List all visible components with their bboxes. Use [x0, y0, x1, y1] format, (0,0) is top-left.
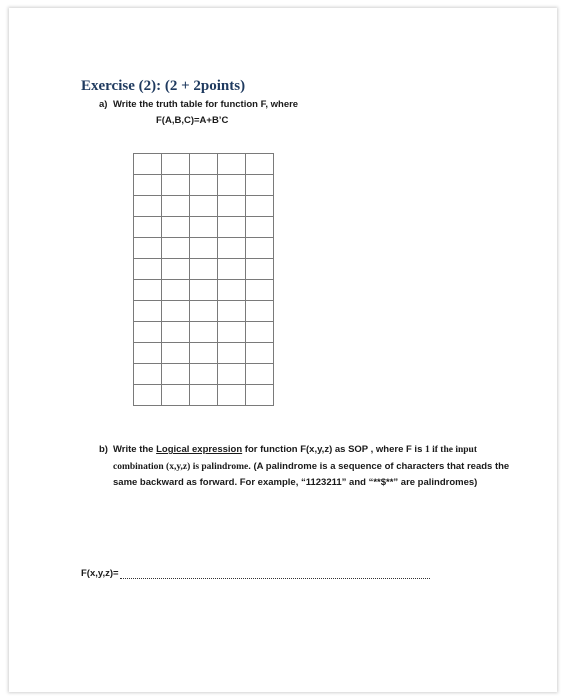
truth-table-cell[interactable] [134, 364, 162, 385]
truth-table-cell[interactable] [134, 385, 162, 406]
truth-table-cell[interactable] [190, 196, 218, 217]
question-a-label: a) [99, 99, 108, 110]
question-a-text: Write the truth table for function F, where [113, 99, 299, 110]
truth-table-cell[interactable] [134, 154, 162, 175]
question-b-seg3: 1 if the input combination (x,y,z) is palindrome [113, 445, 477, 472]
truth-table-cell[interactable] [246, 364, 274, 385]
truth-table-cell[interactable] [190, 217, 218, 238]
truth-table-cell[interactable] [246, 322, 274, 343]
truth-table [133, 153, 274, 406]
truth-table-cell[interactable] [246, 154, 274, 175]
truth-table-cell[interactable] [190, 259, 218, 280]
truth-table-cell[interactable] [134, 280, 162, 301]
truth-table-cell[interactable] [246, 280, 274, 301]
truth-table-cell[interactable] [246, 196, 274, 217]
truth-table-cell[interactable] [162, 301, 190, 322]
truth-table-row [134, 259, 274, 280]
truth-table-row [134, 196, 274, 217]
truth-table-row [134, 385, 274, 406]
truth-table-cell[interactable] [218, 301, 246, 322]
truth-table-cell[interactable] [134, 196, 162, 217]
truth-table-row [134, 343, 274, 364]
truth-table-cell[interactable] [246, 217, 274, 238]
truth-table-cell[interactable] [162, 280, 190, 301]
truth-table-cell[interactable] [218, 322, 246, 343]
question-b-seg4: . (A palindrome is a sequence of characters that reads the same backward as forward. For example, “1123211” and “**$**” are palindromes) [113, 460, 510, 488]
answer-blank[interactable] [120, 569, 430, 579]
truth-table-cell[interactable] [246, 343, 274, 364]
truth-table-cell[interactable] [162, 217, 190, 238]
truth-table-cell[interactable] [190, 301, 218, 322]
truth-table-cell[interactable] [246, 301, 274, 322]
exercise-title: Exercise (2): (2 + 2points) [81, 78, 246, 94]
truth-table-cell[interactable] [218, 385, 246, 406]
truth-table-row [134, 175, 274, 196]
truth-table-cell[interactable] [134, 238, 162, 259]
truth-table-cell[interactable] [162, 238, 190, 259]
truth-table-cell[interactable] [246, 175, 274, 196]
question-b-seg2: for function F(x,y,z) as SOP , where F is [242, 444, 425, 455]
truth-table-cell[interactable] [190, 154, 218, 175]
truth-table-cell[interactable] [190, 343, 218, 364]
truth-table-cell[interactable] [190, 364, 218, 385]
truth-table-row [134, 364, 274, 385]
document-page [9, 8, 557, 692]
truth-table-cell[interactable] [190, 322, 218, 343]
truth-table-cell[interactable] [190, 385, 218, 406]
truth-table-cell[interactable] [162, 385, 190, 406]
truth-table-cell[interactable] [218, 343, 246, 364]
truth-table-cell[interactable] [162, 196, 190, 217]
truth-table-cell[interactable] [218, 238, 246, 259]
function-definition: F(A,B,C)=A+B’C [156, 115, 229, 126]
truth-table-row [134, 280, 274, 301]
truth-table-cell[interactable] [162, 154, 190, 175]
truth-table-cell[interactable] [218, 196, 246, 217]
answer-line [81, 568, 430, 579]
truth-table-row [134, 322, 274, 343]
question-b-label: b) [99, 444, 108, 455]
truth-table-row [134, 301, 274, 322]
truth-table-cell[interactable] [246, 385, 274, 406]
truth-table-cell[interactable] [190, 280, 218, 301]
truth-table-cell[interactable] [218, 154, 246, 175]
truth-table-row [134, 238, 274, 259]
truth-table-row [134, 154, 274, 175]
truth-table-cell[interactable] [218, 217, 246, 238]
truth-table-row [134, 217, 274, 238]
truth-table-cell[interactable] [162, 322, 190, 343]
truth-table-cell[interactable] [134, 343, 162, 364]
truth-table-cell[interactable] [134, 175, 162, 196]
logical-expression-underlined: Logical expression [156, 444, 243, 455]
truth-table-cell[interactable] [218, 364, 246, 385]
truth-table-cell[interactable] [134, 259, 162, 280]
truth-table-cell[interactable] [218, 259, 246, 280]
truth-table-cell[interactable] [162, 364, 190, 385]
truth-table-cell[interactable] [162, 259, 190, 280]
truth-table-cell[interactable] [190, 238, 218, 259]
truth-table-cell[interactable] [134, 301, 162, 322]
truth-table-cell[interactable] [162, 175, 190, 196]
truth-table-cell[interactable] [246, 259, 274, 280]
truth-table-cell[interactable] [246, 238, 274, 259]
question-b-seg1: Write the [113, 444, 157, 455]
truth-table-cell[interactable] [134, 322, 162, 343]
truth-table-cell[interactable] [134, 217, 162, 238]
answer-prefix: F(x,y,z)= [81, 568, 119, 579]
question-a [99, 99, 298, 110]
truth-table-cell[interactable] [162, 343, 190, 364]
truth-table-cell[interactable] [218, 280, 246, 301]
question-b [99, 442, 519, 492]
question-b-text [113, 442, 519, 492]
truth-table-cell[interactable] [190, 175, 218, 196]
truth-table-cell[interactable] [218, 175, 246, 196]
